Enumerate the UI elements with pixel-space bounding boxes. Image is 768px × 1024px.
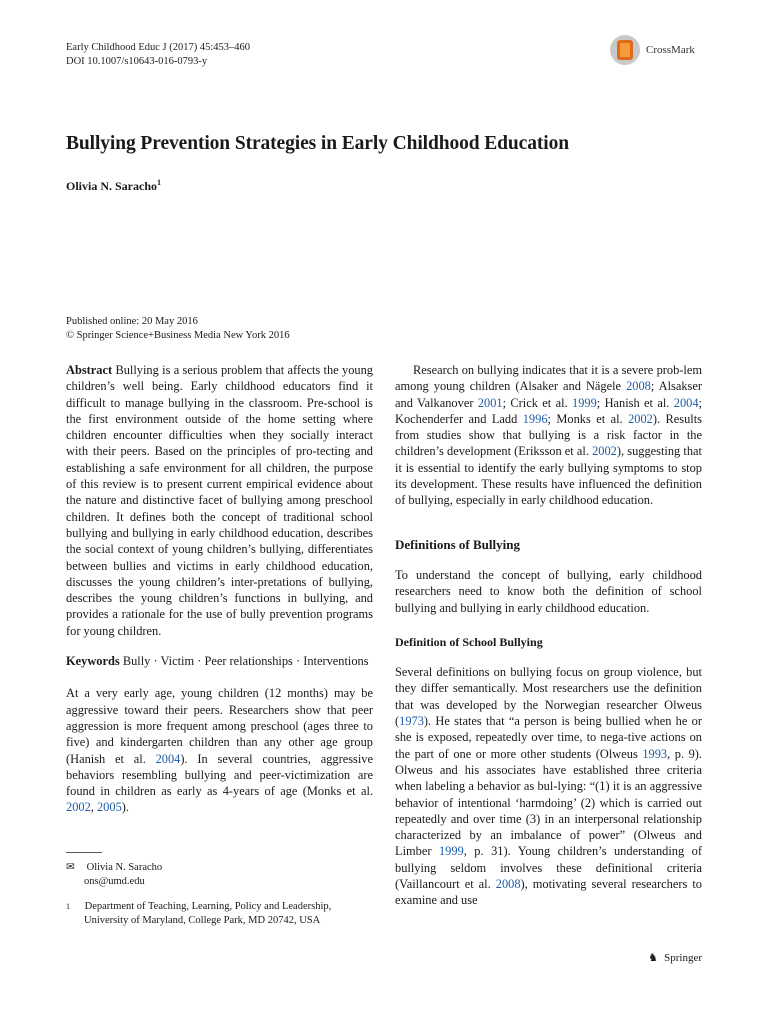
publisher-name: Springer [664, 952, 702, 964]
citation-link[interactable]: 2005 [96, 800, 122, 815]
crossmark-icon [610, 35, 640, 65]
citation-link[interactable]: 1999 [572, 395, 597, 410]
keywords [66, 653, 373, 669]
correspondence-name: Olivia N. Saracho [86, 862, 163, 873]
citation-link[interactable]: 1996 [522, 411, 548, 426]
citation-link[interactable]: 1973 [399, 714, 424, 729]
affiliation-number: 1 [66, 902, 70, 911]
right-column [395, 362, 702, 909]
citation-link[interactable]: 2002 [628, 411, 653, 426]
crossmark-badge[interactable] [610, 33, 706, 67]
left-column [66, 362, 373, 816]
publisher-logo [648, 952, 702, 964]
abstract-label: Abstract [66, 363, 113, 377]
citation-link[interactable]: 2008 [626, 379, 651, 394]
citation-link[interactable]: 2002 [66, 800, 91, 815]
crossmark-label: CrossMark [646, 44, 695, 56]
keywords-label: Keywords [66, 654, 120, 669]
abstract-text: Bullying is a serious problem that affects the young children’s well being. Early childhood educators find it difficult to manage bullying in the classroom. Pre-school is the first environment outside of the home setting where children encounter difficulties when they socially interact with their peers. Based on the principles of pro-tecting and establishing a safe environment for all children, the purpose of this review is to present current empirical evidence about the nature and distinctive facet of bullying among preschool children. It defines both the concept of traditional school bullying and bullying in early childhood education, describes the social context of young children’s bullying, differentiates between bullies and victims in early childhood education, discusses the young children’s inter-pretations of bullying, describes the young children’s functions in bullying, and provides a rationale for the use of bully prevention programs for young children. [66, 363, 373, 638]
correspondence [66, 861, 162, 889]
section-heading: Definitions of Bullying [395, 536, 520, 552]
affiliation [66, 900, 366, 928]
right-intro-paragraph: Research on bullying indicates that it is a severe prob-lem among young children (Alsaker and Nägele 2008; Alsakser and Valkanover 2001; Crick et al. 1999; Hanish et al. 2004; Kochenderfer and Ladd 1996; Monks et al. 2002). Results from studies show that bullying is a risk factor in the children’s development (Eriksson et al. 2002), suggesting that it is essential to identify the early bullying symptoms to stop its development. These results have influenced the definition of bullying, especially in early childhood education. [395, 363, 702, 508]
citation-link[interactable]: 2004 [673, 395, 699, 410]
citation-link[interactable]: 2008 [495, 877, 521, 892]
correspondence-email[interactable]: ons@umd.edu [84, 876, 145, 887]
author-name: Olivia N. Saracho [66, 179, 158, 193]
abstract [66, 362, 373, 639]
springer-horse-icon: ♞ [648, 952, 658, 964]
affiliation-mark: 1 [157, 178, 162, 187]
citation-link[interactable]: 2002 [592, 444, 617, 459]
intro-paragraph: At a very early age, young children (12 months) may be aggressive toward their peers. Researchers show that peer aggression is more frequent among preschool (ages three to five) and kindergarten children than any other age group (Hanish et al. 2004). In several countries, aggressive behaviors resembling bullying and peer-victimization are found in children as early as 4-years of age (Monks et al. 2002, 2005). [66, 686, 373, 815]
citation-link[interactable]: 1993 [642, 746, 668, 761]
section-paragraph: To understand the concept of bullying, early childhood researchers need to know both the definition of school bullying and bullying in early childhood education. [395, 567, 702, 615]
doi-line: DOI 10.1007/s10643-016-0793-y [66, 56, 208, 67]
author-line [66, 178, 161, 194]
journal-citation: Early Childhood Educ J (2017) 45:453–460 [66, 42, 251, 53]
keywords-text: Bully · Victim · Peer relationships · Interventions [122, 654, 369, 669]
citation-link[interactable]: 2004 [155, 751, 181, 766]
envelope-icon: ✉ [66, 862, 75, 873]
footnote-rule [66, 852, 102, 853]
article-title: Bullying Prevention Strategies in Early Childhood Education [66, 133, 569, 154]
affiliation-line-1: Department of Teaching, Learning, Policy and Leadership, [84, 901, 332, 912]
published-date: Published online: 20 May 2016 [66, 316, 198, 327]
citation-link[interactable]: 1999 [438, 844, 464, 859]
subsection-paragraph: Several definitions on bullying focus on group violence, but they differ semantically. Most researchers use the definition that was developed by the Norwegian researcher Olweus (1973). He states that “a person is being bullied when he or she is exposed, repeatedly over time, to nega-tive actions on the part of one or more other students (Olweus 1993, p. 9). Olweus and his associates have established three criteria when labeling a behavior as bul-lying: “(1) it is an aggressive behavior of intentional ‘harmdoing’ (2) which is carried out repeatedly and over time (3) in an interpersonal relationship characterized by an imbalance of power” (Olweus and Limber 1999, p. 31). Young children’s understanding of bullying seldom involves these definitional criteria (Vaillancourt et al. 2008), motivating several researchers to examine and use [395, 665, 703, 908]
divider [66, 310, 702, 311]
affiliation-line-2: University of Maryland, College Park, MD 20742, USA [84, 915, 321, 926]
citation-link[interactable]: 2001 [477, 395, 503, 410]
subsection-heading: Definition of School Bullying [395, 634, 543, 649]
copyright-line: © Springer Science+Business Media New York 2016 [66, 330, 290, 341]
